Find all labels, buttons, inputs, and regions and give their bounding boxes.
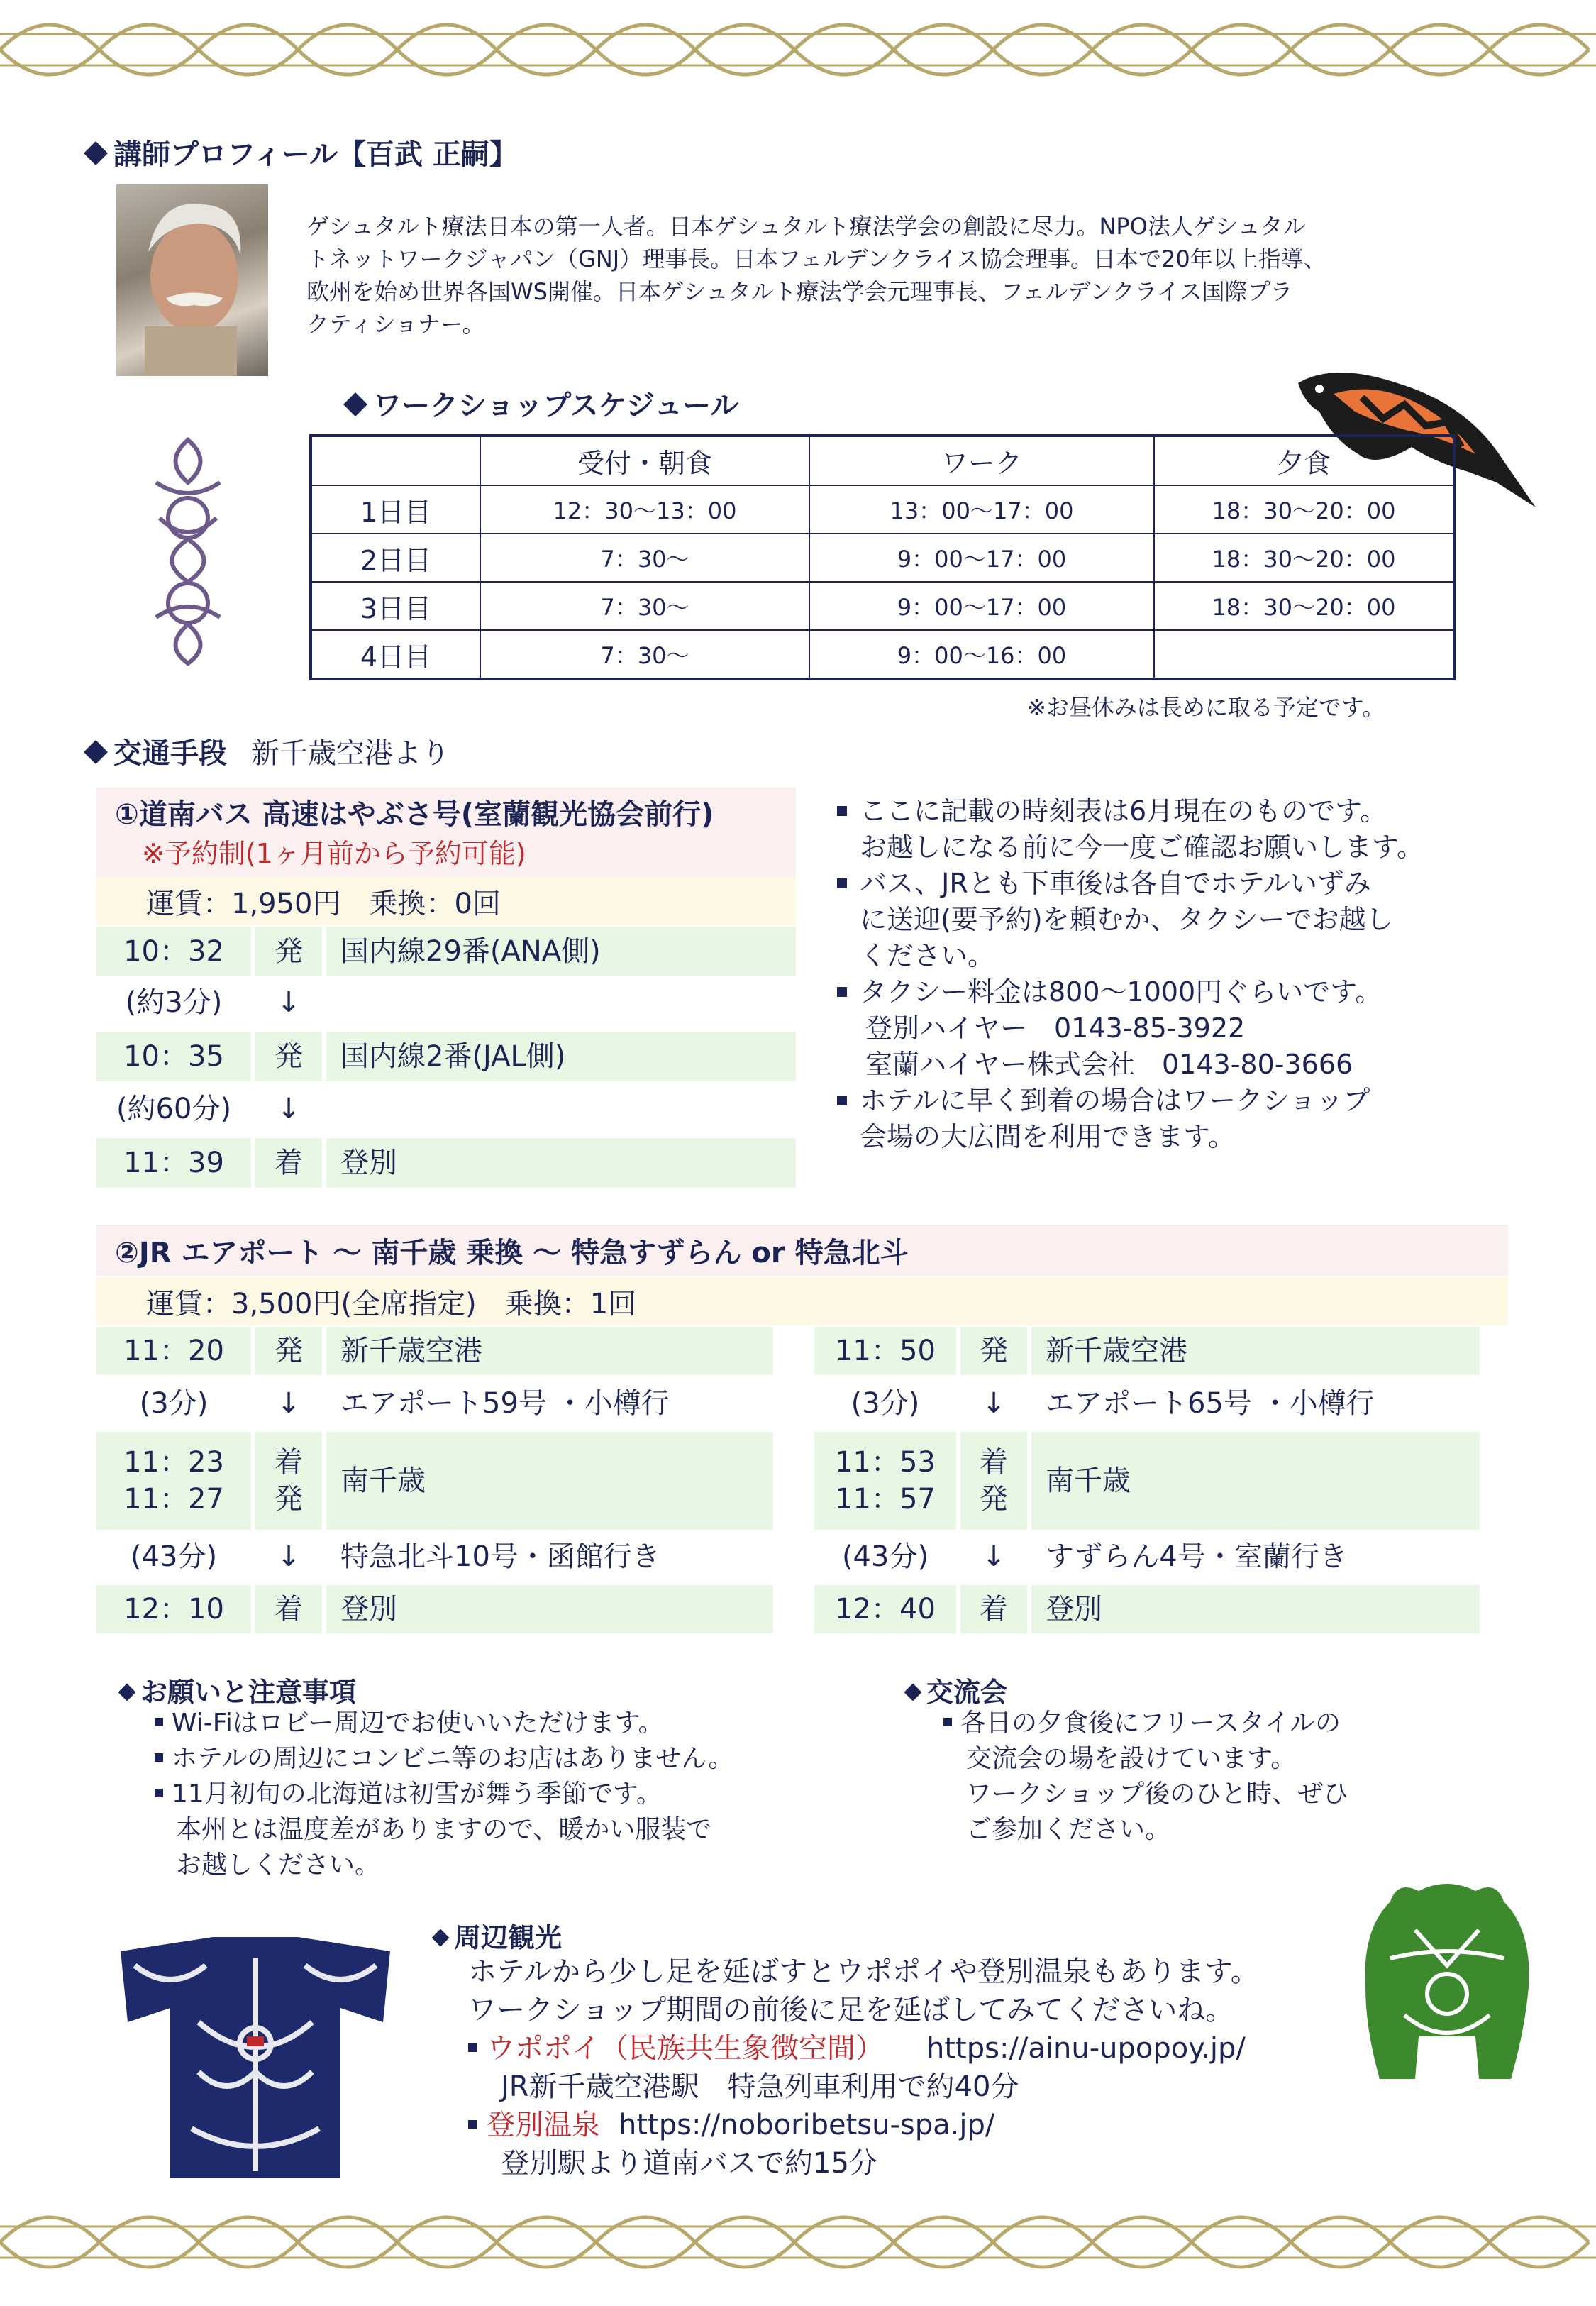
spot-item bbox=[468, 2029, 1259, 2068]
timetable-place: 特急北斗10号・函館行き bbox=[340, 1540, 660, 1573]
table-cell: 18：30〜20：00 bbox=[1154, 485, 1454, 534]
timetable-place: すずらん4号・室蘭行き bbox=[1046, 1540, 1348, 1573]
table-row bbox=[311, 630, 1454, 679]
table-cell: 2日目 bbox=[311, 534, 480, 582]
spot-access: 登別駅より道南バスで約15分 bbox=[501, 2147, 877, 2180]
timetable-time: 11：53 11：57 bbox=[814, 1432, 956, 1530]
timetable-mark: 着 bbox=[255, 1585, 322, 1633]
exchange-line: 交流会の場を設けています。 bbox=[966, 1744, 1297, 1773]
square-bullet-icon bbox=[837, 1096, 847, 1105]
timetable-place bbox=[326, 978, 796, 1027]
square-bullet-icon bbox=[155, 1718, 163, 1726]
table-cell: 7：30〜 bbox=[480, 630, 809, 679]
timetable-place: 新千歳空港 bbox=[326, 1327, 773, 1375]
schedule-heading: ワークショップスケジュール bbox=[345, 383, 738, 424]
timetable-time: 11：23 11：27 bbox=[96, 1432, 251, 1530]
bus-reservation-note: ※予約制(1ヶ月前から予約可能) bbox=[142, 838, 526, 869]
timetable-mark: 着 bbox=[960, 1585, 1027, 1633]
exchange-line: ワークショップ後のひと時、ぜひ bbox=[966, 1780, 1349, 1809]
diamond-bullet-icon bbox=[118, 1683, 136, 1701]
square-bullet-icon bbox=[943, 1718, 952, 1726]
timetable-mark: 発 bbox=[255, 1032, 322, 1081]
list-item: 11月初旬の北海道は初雪が舞う季節です。 本州とは温度差がありますので、暖かい服装で お越しください。 bbox=[155, 1777, 864, 1883]
table-cell: 9：00〜17：00 bbox=[809, 534, 1154, 582]
table-cell: 7：30〜 bbox=[480, 582, 809, 630]
profile-bio bbox=[306, 210, 1512, 341]
sightseeing-text bbox=[468, 1953, 1259, 2183]
timetable-place: 登別 bbox=[326, 1585, 773, 1633]
instructor-photo bbox=[116, 184, 268, 376]
list-item: Wi-Fiはロビー周辺でお使いいただけます。 bbox=[155, 1706, 864, 1741]
table-cell: 4日目 bbox=[311, 630, 480, 679]
note-item: ホテルに早く到着の場合はワークショップ 会場の大広間を利用できます。 bbox=[837, 1083, 1546, 1155]
timetable-time: 12：10 bbox=[96, 1585, 251, 1633]
top-ornamental-border bbox=[0, 0, 1596, 92]
square-bullet-icon bbox=[837, 987, 847, 997]
bus-title: ①道南バス 高速はやぶさ号(室蘭観光協会前行) bbox=[115, 798, 714, 831]
bio-line: ゲシュタルト療法日本の第一人者。日本ゲシュタルト療法学会の創設に尽力。NPO法人ゲシュタル bbox=[306, 213, 1306, 240]
timetable-place bbox=[326, 1084, 796, 1134]
timetable-place: 登別 bbox=[1031, 1585, 1480, 1633]
transport-notes bbox=[837, 793, 1546, 1155]
note-item: バス、JRとも下車後は各自でホテルいずみ に送迎(要予約)を頼むか、タクシーでお越し ください。 bbox=[837, 866, 1546, 974]
square-bullet-icon bbox=[155, 1789, 163, 1797]
table-row bbox=[311, 485, 1454, 534]
timetable-time: (3分) bbox=[850, 1387, 920, 1420]
exchange-heading: 交流会 bbox=[905, 1670, 1007, 1709]
bottom-ornamental-border bbox=[0, 2200, 1596, 2292]
table-cell: 9：00〜17：00 bbox=[809, 582, 1154, 630]
timetable-mark: ↓ bbox=[982, 1540, 1006, 1573]
requests-heading: お願いと注意事項 bbox=[119, 1670, 356, 1709]
note-item: タクシー料金は800〜1000円ぐらいです。 登別ハイヤー 0143-85-3922 室蘭ハイヤー株式会社 0143-80-3666 bbox=[837, 974, 1546, 1083]
exchange-line: ご参加ください。 bbox=[966, 1815, 1171, 1844]
sightseeing-intro-line: ホテルから少し足を延ばすとウポポイや登別温泉もあります。 bbox=[468, 1955, 1259, 1988]
timetable-time: (約3分) bbox=[125, 986, 223, 1019]
timetable-mark: 着 発 bbox=[960, 1432, 1027, 1530]
spot-url-link[interactable]: https://noboribetsu-spa.jp/ bbox=[619, 2109, 995, 2141]
spot-url-link[interactable]: https://ainu-upopoy.jp/ bbox=[926, 2032, 1246, 2065]
timetable-time: (3分) bbox=[139, 1387, 209, 1420]
bus-fare: 運賃：1,950円 乗換：0回 bbox=[146, 888, 501, 920]
table-cell: 9：00〜16：00 bbox=[809, 630, 1154, 679]
timetable-place: 新千歳空港 bbox=[1031, 1327, 1480, 1375]
timetable-mark: ↓ bbox=[277, 986, 301, 1019]
ainu-pattern-ornament bbox=[142, 433, 234, 667]
timetable-mark: 発 bbox=[960, 1327, 1027, 1375]
sightseeing-heading: 周辺観光 bbox=[433, 1916, 562, 1955]
list-item: ホテルの周辺にコンビニ等のお店はありません。 bbox=[155, 1741, 864, 1777]
spot-name: ウポポイ（民族共生象徴空間） bbox=[487, 2032, 884, 2065]
spot-access: JR新千歳空港駅 特急列車利用で約40分 bbox=[501, 2070, 1019, 2103]
table-header-cell: 夕食 bbox=[1154, 436, 1454, 485]
timetable-place: 南千歳 bbox=[326, 1432, 773, 1530]
timetable-place: エアポート59号 ・小樽行 bbox=[340, 1387, 670, 1420]
square-bullet-icon bbox=[837, 878, 847, 888]
timetable-time: (43分) bbox=[841, 1540, 929, 1573]
spot-name: 登別温泉 bbox=[487, 2109, 600, 2141]
diamond-bullet-icon bbox=[84, 740, 108, 764]
timetable-time: 11：20 bbox=[96, 1327, 251, 1375]
diamond-bullet-icon bbox=[904, 1683, 922, 1701]
spot-item bbox=[468, 2106, 1259, 2144]
timetable-mark: ↓ bbox=[277, 1387, 301, 1420]
requests-list bbox=[155, 1706, 864, 1883]
timetable-place: 登別 bbox=[326, 1138, 796, 1188]
timetable-mark: ↓ bbox=[982, 1387, 1006, 1420]
table-cell: 7：30〜 bbox=[480, 534, 809, 582]
table-cell bbox=[1154, 630, 1454, 679]
schedule-table bbox=[309, 434, 1456, 680]
jr-title: ②JR エアポート 〜 南千歳 乗換 〜 特急すずらん or 特急北斗 bbox=[115, 1237, 909, 1269]
table-row bbox=[311, 582, 1454, 630]
transport-heading: 交通手段 新千歳空港より bbox=[85, 731, 450, 771]
timetable-time: (43分) bbox=[130, 1540, 218, 1573]
timetable-mark: ↓ bbox=[277, 1540, 301, 1573]
table-header-cell: ワーク bbox=[809, 436, 1154, 485]
table-cell: 18：30〜20：00 bbox=[1154, 582, 1454, 630]
timetable-place: 南千歳 bbox=[1031, 1432, 1480, 1530]
timetable-place: 国内線2番(JAL側) bbox=[326, 1032, 796, 1081]
timetable-time: 10：32 bbox=[96, 927, 251, 976]
timetable-time: 12：40 bbox=[814, 1585, 956, 1633]
timetable-place: 国内線29番(ANA側) bbox=[326, 927, 796, 976]
timetable-time: 11：39 bbox=[96, 1138, 251, 1188]
table-cell: 1日目 bbox=[311, 485, 480, 534]
table-header-cell: 受付・朝食 bbox=[480, 436, 809, 485]
bear-illustration bbox=[1348, 1873, 1546, 2086]
square-bullet-icon bbox=[837, 806, 847, 816]
exchange-text: 各日の夕食後にフリースタイルの 交流会の場を設けています。 ワークショップ後のひと時、ぜひ ご参加ください。 bbox=[943, 1706, 1511, 1848]
timetable-mark: 着 発 bbox=[255, 1432, 322, 1530]
timetable-time: (約60分) bbox=[116, 1093, 232, 1125]
diamond-bullet-icon bbox=[432, 1929, 450, 1946]
timetable-mark: 発 bbox=[255, 1327, 322, 1375]
bio-line: トネットワークジャパン（GNJ）理事長。日本フェルデンクライス協会理事。日本で20年以上指導、 bbox=[306, 246, 1326, 272]
timetable-mark: 着 bbox=[255, 1138, 322, 1188]
bio-line: 欧州を始め世界各国WS開催。日本ゲシュタルト療法学会元理事長、フェルデンクライス国際プラ bbox=[306, 278, 1293, 305]
table-cell: 18：30〜20：00 bbox=[1154, 534, 1454, 582]
diamond-bullet-icon bbox=[84, 141, 108, 165]
ainu-robe-illustration bbox=[113, 1930, 397, 2185]
table-row bbox=[311, 534, 1454, 582]
schedule-note: ※お昼休みは長めに取る予定です。 bbox=[1027, 694, 1385, 721]
timetable-time: 11：50 bbox=[814, 1327, 956, 1375]
timetable-mark: 発 bbox=[255, 927, 322, 976]
timetable-place: エアポート65号 ・小樽行 bbox=[1046, 1387, 1375, 1420]
square-bullet-icon bbox=[468, 2043, 477, 2052]
square-bullet-icon bbox=[468, 2120, 477, 2129]
sightseeing-intro-line: ワークショップ期間の前後に足を延ばしてみてくださいね。 bbox=[468, 1994, 1234, 2026]
table-cell: 3日目 bbox=[311, 582, 480, 630]
diamond-bullet-icon bbox=[343, 392, 367, 416]
jr-fare: 運賃：3,500円(全席指定) 乗換：1回 bbox=[146, 1288, 637, 1320]
table-header-cell bbox=[311, 436, 480, 485]
timetable-mark: ↓ bbox=[277, 1093, 301, 1125]
note-item: ここに記載の時刻表は6月現在のものです。 お越しになる前に今一度ご確認お願いします。 bbox=[837, 793, 1546, 866]
profile-heading: 講師プロフィール【百武 正嗣】 bbox=[85, 132, 518, 172]
table-cell: 12：30〜13：00 bbox=[480, 485, 809, 534]
timetable-time: 10：35 bbox=[96, 1032, 251, 1081]
square-bullet-icon bbox=[155, 1753, 163, 1762]
table-cell: 13：00〜17：00 bbox=[809, 485, 1154, 534]
bio-line: クティショナー。 bbox=[306, 311, 485, 338]
